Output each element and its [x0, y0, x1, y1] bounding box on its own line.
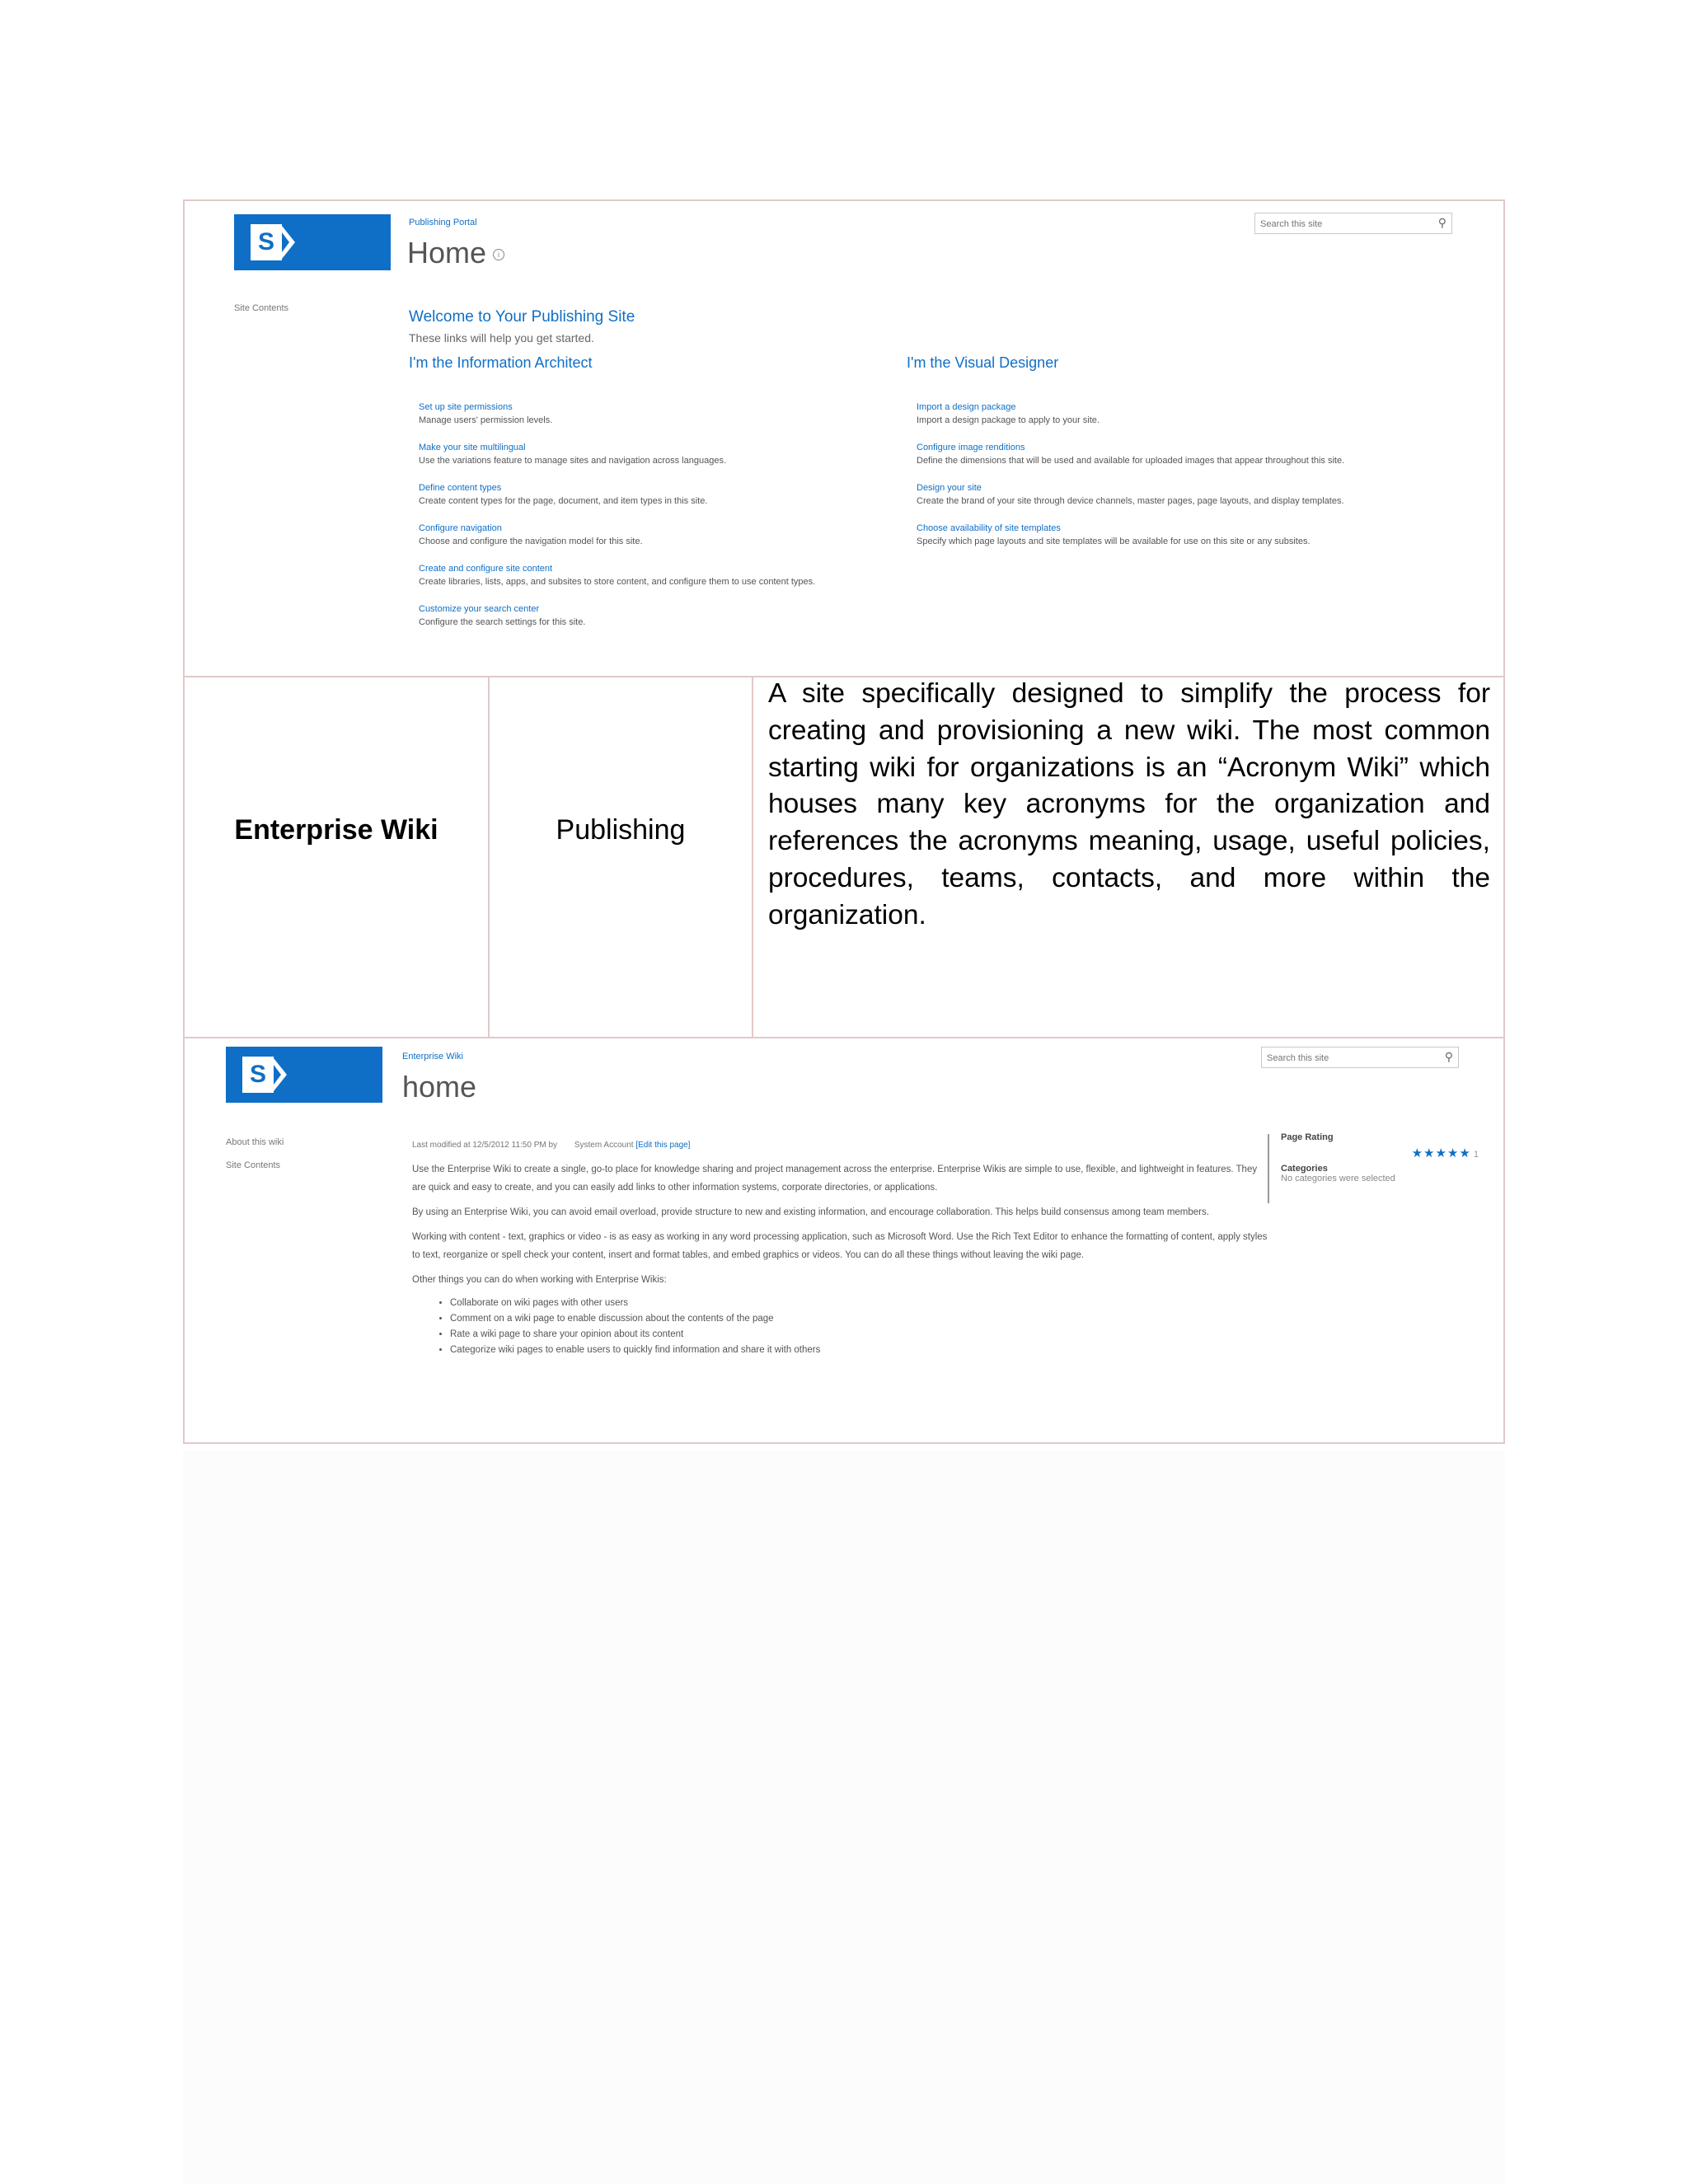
- link-content-types[interactable]: Define content types: [419, 483, 502, 493]
- link-site-templates[interactable]: Choose availability of site templates: [917, 523, 1061, 533]
- page-title: home: [402, 1070, 477, 1104]
- info-icon[interactable]: i: [493, 249, 504, 260]
- paragraph: By using an Enterprise Wiki, you can avoid email overload, provide structure to new and existing information, and encourage collaboration. This helps build consensus among team members.: [412, 1207, 1209, 1217]
- list-item: Make your site multilingual Use the variations feature to manage sites and navigation across languages.: [419, 441, 946, 481]
- site-template-table: [183, 199, 1505, 1444]
- search-input[interactable]: [1265, 1048, 1433, 1068]
- search-input[interactable]: [1259, 214, 1427, 234]
- site-title-link[interactable]: Enterprise Wiki: [402, 1052, 463, 1062]
- search-box[interactable]: [1261, 1047, 1459, 1068]
- list-item: Set up site permissions Manage users' permission levels.: [419, 401, 946, 441]
- list-item: • Categorize wiki pages to enable users to quickly find information and share it with others: [450, 1343, 1269, 1358]
- page-title: Home i: [407, 236, 504, 270]
- site-title-link[interactable]: Publishing Portal: [409, 218, 477, 227]
- nav-item-about-wiki[interactable]: About this wiki: [226, 1137, 284, 1147]
- list-item: • Comment on a wiki page to enable discussion about the contents of the page: [450, 1311, 1269, 1327]
- sharepoint-s-icon: S: [242, 1057, 274, 1093]
- list-item: • Rate a wiki page to share your opinion about its content: [450, 1327, 1269, 1343]
- paragraph: Working with content - text, graphics or video - is as easy as working in any word processing application, such as Microsoft Word. Use the Rich Text Editor to enhance the formatting of content, apply styles to text, reorganize or spell check your content, insert and format tables, and embed graphics or videos. You can do all these things without leaving the wiki page.: [412, 1232, 1268, 1260]
- nav-item-site-contents[interactable]: Site Contents: [226, 1160, 281, 1170]
- list-item: Design your site Create the brand of your site through device channels, master pages, page layouts, and display templates.: [917, 481, 1444, 522]
- nav-item-site-contents[interactable]: Site Contents: [234, 303, 289, 313]
- categories-title: Categories: [1281, 1164, 1328, 1174]
- architect-links: [419, 401, 946, 643]
- link-search-center[interactable]: Customize your search center: [419, 604, 540, 614]
- list-item: Configure navigation Choose and configure the navigation model for this site.: [419, 522, 946, 562]
- information-architect-heading: I'm the Information Architect: [409, 354, 593, 371]
- list-item: Choose availability of site templates Specify which page layouts and site templates will be available for use on this site or any subsites.: [917, 522, 1444, 562]
- wiki-body: [412, 1160, 1269, 1358]
- search-icon[interactable]: ⚲: [1437, 216, 1447, 229]
- link-image-renditions[interactable]: Configure image renditions: [917, 443, 1025, 452]
- panel-divider: [1268, 1134, 1269, 1203]
- paragraph: Use the Enterprise Wiki to create a single, go-to place for knowledge sharing and project management across the enterprise. Enterprise Wikis are simple to use, flexible, and lightweight in features. They are quick and easy to create, and you can easily add links to other information systems, corporate directories, or applications.: [412, 1165, 1258, 1193]
- feature-list: [412, 1296, 1269, 1358]
- list-item: Create and configure site content Create libraries, lists, apps, and subsites to store content, and configure them to use content types.: [419, 562, 946, 602]
- list-item: • Collaborate on wiki pages with other users: [450, 1296, 1269, 1311]
- designer-links: [917, 401, 1444, 562]
- welcome-subtitle: These links will help you get started.: [409, 331, 594, 344]
- author-link[interactable]: System Account: [574, 1141, 634, 1150]
- visual-designer-heading: I'm the Visual Designer: [907, 354, 1059, 371]
- rating-control[interactable]: [1281, 1146, 1479, 1160]
- link-site-content[interactable]: Create and configure site content: [419, 564, 553, 574]
- template-name: Enterprise Wiki: [234, 814, 438, 846]
- paragraph: Other things you can do when working with Enterprise Wikis:: [412, 1275, 667, 1285]
- page-background-lower: [183, 1451, 1505, 2184]
- categories-value: No categories were selected: [1281, 1174, 1395, 1183]
- page-info-panel: [1281, 1132, 1487, 1183]
- link-multilingual[interactable]: Make your site multilingual: [419, 443, 526, 452]
- list-item: Customize your search center Configure the search settings for this site.: [419, 602, 946, 643]
- column-divider: [488, 677, 490, 1037]
- welcome-title: Welcome to Your Publishing Site: [409, 308, 635, 326]
- left-nav: [234, 297, 288, 320]
- sharepoint-s-icon: S: [251, 224, 282, 260]
- sharepoint-logo[interactable]: [226, 1047, 382, 1103]
- search-box[interactable]: [1254, 213, 1452, 234]
- link-import-design[interactable]: Import a design package: [917, 402, 1016, 412]
- column-divider: [752, 677, 753, 1037]
- sharepoint-logo[interactable]: [234, 214, 391, 270]
- list-item: Configure image renditions Define the dimensions that will be used and available for uploaded images that appear throughout this site.: [917, 441, 1444, 481]
- rating-count: 1: [1473, 1150, 1479, 1160]
- publishing-site-screenshot: [185, 201, 1503, 676]
- link-design-site[interactable]: Design your site: [917, 483, 982, 493]
- enterprise-wiki-screenshot: [185, 1038, 1503, 1442]
- left-nav: [226, 1131, 284, 1177]
- edit-page-link[interactable]: [Edit this page]: [635, 1141, 691, 1150]
- list-item: Import a design package Import a design package to apply to your site.: [917, 401, 1444, 441]
- page-rating-title: Page Rating: [1281, 1132, 1334, 1142]
- link-set-up-permissions[interactable]: Set up site permissions: [419, 402, 513, 412]
- search-icon[interactable]: ⚲: [1444, 1050, 1453, 1063]
- star-rating-icon[interactable]: ★★★★★: [1411, 1146, 1471, 1160]
- template-description: A site specifically designed to simplify the process for creating and provisioning a new wiki. The most common starting wiki for organizations is an “Acronym Wiki” which houses many key acronyms for the organization and references the acronyms meaning, usage, useful policies, procedures, teams, contacts, and more within the organization.: [768, 678, 1490, 930]
- last-modified-info: Last modified at 12/5/2012 11:50 PM by System Account [Edit this page]: [412, 1141, 691, 1150]
- list-item: Define content types Create content types for the page, document, and item types in this site.: [419, 481, 946, 522]
- template-category: Publishing: [556, 814, 686, 846]
- link-navigation[interactable]: Configure navigation: [419, 523, 502, 533]
